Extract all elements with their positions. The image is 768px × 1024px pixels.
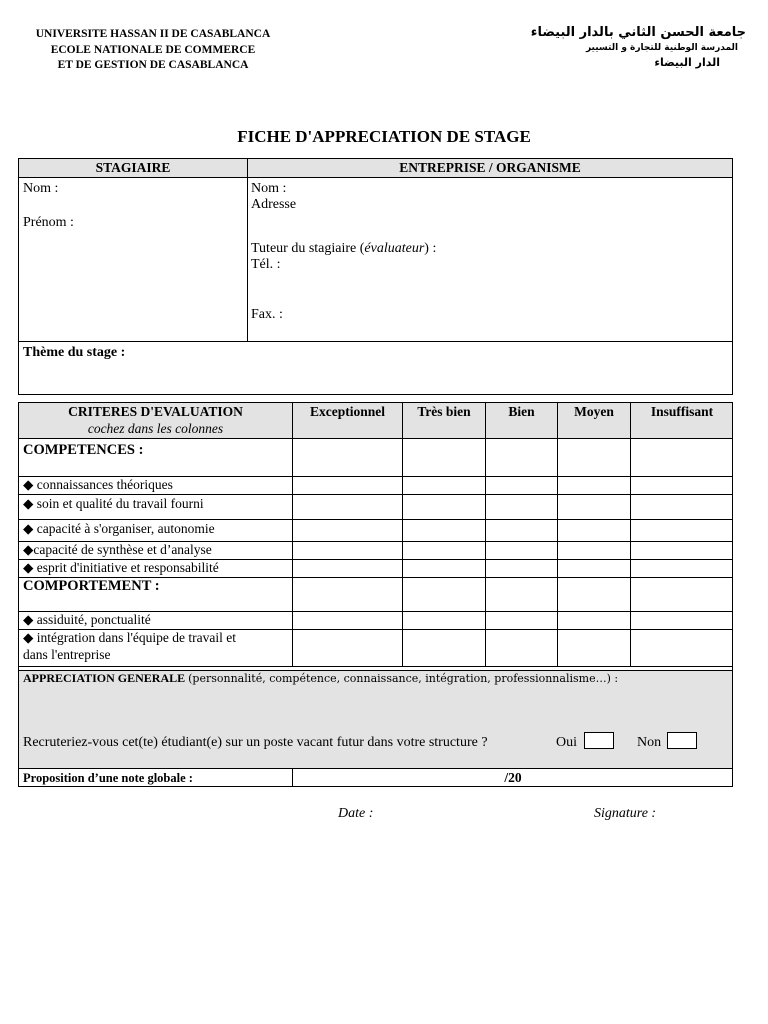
- oui-checkbox[interactable]: [584, 732, 614, 749]
- signature-label: Signature :: [594, 806, 657, 821]
- recruit-question: Recruteriez-vous cet(te) étudiant(e) sur un poste vacant futur dans votre structure ?: [23, 735, 488, 750]
- col-tres-bien: Très bien: [417, 404, 471, 419]
- page-title: FICHE D'APPRECIATION DE STAGE: [237, 127, 531, 146]
- university-header: [18, 27, 288, 74]
- stagiaire-header: STAGIAIRE: [95, 160, 171, 175]
- appreciation-hint: (personnalité, compétence, connaissance, intégration, professionnalisme…) :: [188, 672, 619, 685]
- appreciation-field[interactable]: [23, 670, 618, 687]
- criteria-header: CRITERES D'EVALUATION: [68, 404, 243, 419]
- appreciation-label: APPRECIATION GENERALE: [23, 671, 186, 685]
- column-line: [292, 403, 293, 666]
- row-line: [19, 666, 732, 667]
- criteria-item: ◆capacité de synthèse et d’analyse: [23, 542, 212, 557]
- theme-field[interactable]: Thème du stage :: [23, 345, 126, 360]
- non-label: Non: [637, 735, 662, 750]
- criteria-item: ◆ intégration dans l'équipe de travail et: [23, 630, 236, 645]
- evaluation-table: [18, 402, 733, 787]
- header-line-3: ET DE GESTION DE CASABLANCA: [57, 59, 249, 71]
- stagiaire-nom-field[interactable]: Nom :: [23, 181, 59, 196]
- column-line: [557, 403, 558, 666]
- header-line-1: UNIVERSITE HASSAN II DE CASABLANCA: [35, 28, 271, 40]
- tel-field[interactable]: Tél. :: [251, 257, 281, 272]
- row-line: [19, 438, 732, 439]
- fax-field[interactable]: Fax. :: [251, 307, 283, 322]
- criteria-item: ◆ capacité à s'organiser, autonomie: [23, 521, 215, 536]
- header-line-2: ECOLE NATIONALE DE COMMERCE: [50, 43, 256, 56]
- entreprise-header: ENTREPRISE / ORGANISME: [399, 160, 581, 175]
- comportement-label: COMPORTEMENT :: [23, 578, 160, 594]
- date-label: Date :: [338, 806, 374, 821]
- column-line: [402, 403, 403, 666]
- info-column-divider: [247, 159, 248, 341]
- tuteur-field[interactable]: [251, 241, 436, 257]
- note-field[interactable]: /20: [504, 770, 522, 785]
- col-bien: Bien: [508, 404, 535, 419]
- tuteur-prefix: Tuteur du stagiaire (: [251, 241, 365, 256]
- col-insuffisant: Insuffisant: [650, 404, 714, 419]
- tuteur-evaluateur: évaluateur: [364, 241, 425, 256]
- row-line: [19, 494, 732, 495]
- arabic-line-1: جامعة الحسن الثاني بالدار البيضاء: [530, 25, 746, 40]
- tuteur-suffix: ) :: [424, 241, 437, 256]
- non-checkbox[interactable]: [667, 732, 697, 749]
- col-moyen: Moyen: [574, 404, 614, 419]
- criteria-item: ◆ connaissances théoriques: [23, 477, 173, 492]
- row-line: [19, 519, 732, 520]
- column-line: [485, 403, 486, 666]
- entreprise-nom-field[interactable]: Nom :: [251, 181, 287, 196]
- criteria-item: ◆ assiduité, ponctualité: [23, 612, 151, 627]
- note-label: Proposition d’une note globale :: [23, 771, 193, 785]
- arabic-line-2: المدرسة الوطنية للتجارة و التسيير: [585, 43, 738, 53]
- arabic-header: [516, 24, 746, 71]
- competences-label: COMPETENCES :: [23, 442, 144, 458]
- criteria-subheader: cochez dans les colonnes: [87, 421, 224, 436]
- oui-label: Oui: [556, 735, 577, 750]
- criteria-item: dans l'entreprise: [23, 647, 111, 662]
- stagiaire-prenom-field[interactable]: Prénom :: [23, 215, 74, 230]
- row-line: [19, 768, 732, 769]
- info-table: [18, 158, 733, 395]
- criteria-item: ◆ soin et qualité du travail fourni: [23, 496, 204, 511]
- entreprise-adresse-field[interactable]: Adresse: [251, 197, 297, 212]
- column-line: [630, 403, 631, 666]
- criteria-item: ◆ esprit d'initiative et responsabilité: [23, 560, 219, 575]
- col-exceptionnel: Exceptionnel: [309, 404, 385, 419]
- arabic-line-3: الدار البيضاء: [654, 56, 720, 69]
- theme-separator: [19, 341, 732, 342]
